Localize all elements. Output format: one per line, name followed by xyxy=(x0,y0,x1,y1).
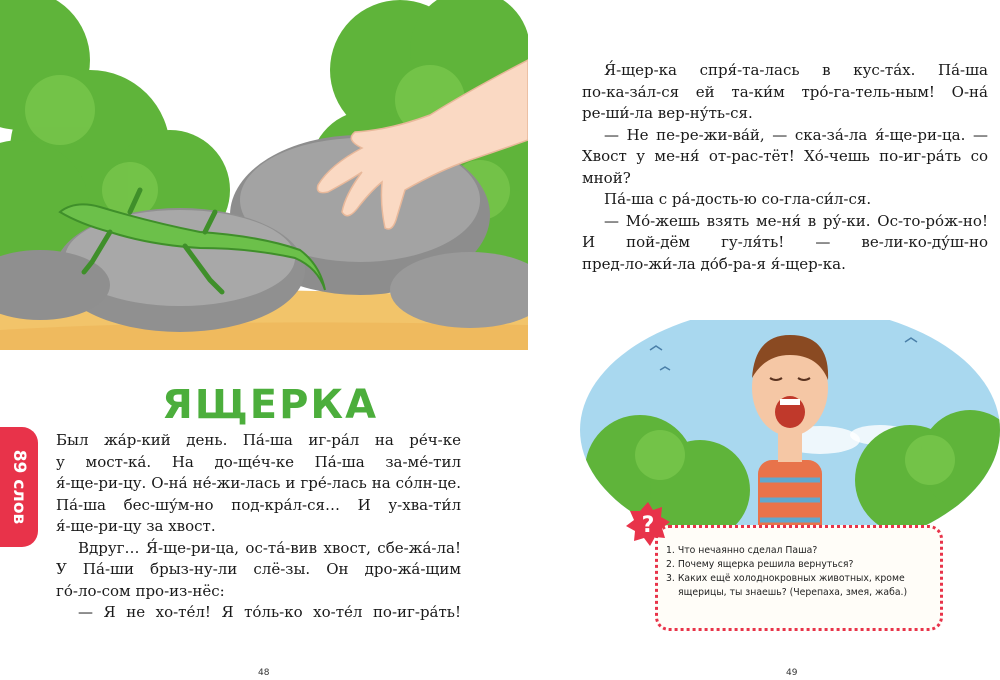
text-line: — Я не хо-те́л! Я то́ль-ко хо-те́л по-иг-ра́ть! xyxy=(78,603,461,621)
text-line: мной? xyxy=(582,168,631,187)
text-line: го́-ло-сом про-из-нёс: xyxy=(56,581,225,600)
question-mark-icon xyxy=(624,500,672,548)
questions-list xyxy=(658,528,940,600)
question-item: ящерицы, ты знаешь? (Черепаха, змея, жаба.) xyxy=(678,587,908,598)
question-item: 2. Почему ящерка решила вернуться? xyxy=(666,559,854,570)
right-story-text xyxy=(582,60,988,275)
story-title: ЯЩЕРКА xyxy=(161,382,379,428)
text-line: по-ка-за́л-ся ей та-ки́м тро́-га-тель-ным! О-на́ xyxy=(582,82,988,101)
text-line: — Не пе-ре-жи-ва́й, — ска-за́-ла я́-ще-ри-ца. — xyxy=(604,125,988,144)
word-count-label: 89 слов xyxy=(9,449,29,525)
text-line: Па́-ша с ра́-дость-ю со-гла-си́л-ся. xyxy=(604,190,872,208)
text-line: Па́-ша бес-шу́м-но под-кра́л-ся… И у-хва-ти́л xyxy=(56,495,461,514)
page-number: 49 xyxy=(786,668,798,678)
text-line: — Мо́-жешь взять ме-ня́ в ру́-ки. Ос-то-ро́ж-но! xyxy=(604,211,988,230)
text-line: У Па́-ши брыз-ну-ли слё-зы. Он дро-жа́-щим xyxy=(56,560,461,578)
page-number: 48 xyxy=(258,668,270,678)
text-line: Вдруг… Я́-ще-ри-ца, ос-та́-вив хвост, сбе-жа́-ла! xyxy=(78,538,461,557)
text-line: я́-ще-ри-цу. О-на́ не́-жи-лась и гре́-лась на со́лн-це. xyxy=(56,474,461,492)
questions-box xyxy=(655,525,943,631)
left-story-text xyxy=(56,430,461,624)
text-line: Был жа́р-кий день. Па́-ша иг-ра́л на ре́ч-ке xyxy=(56,431,461,449)
text-line: ре-ши́-ла вер-ну́ть-ся. xyxy=(582,104,753,122)
text-line: у мост-ка́. На до-ще́ч-ке Па́-ша за-ме́-тил xyxy=(56,452,461,471)
text-line: Хвост у ме-ня́ от-рас-тёт! Хо́-чешь по-иг-ра́ть со xyxy=(582,147,988,165)
question-item: 1. Что нечаянно сделал Паша? xyxy=(666,545,818,556)
lizard-illustration xyxy=(0,0,528,350)
question-badge-label: ? xyxy=(641,513,655,538)
text-line: пред-ло-жи́-ла до́б-ра-я я́-щер-ка. xyxy=(582,254,846,273)
question-item: 3. Каких ещё холоднокровных животных, кроме xyxy=(666,573,905,584)
word-count-tab xyxy=(0,427,38,547)
text-line: И пой-дём гу-ля́ть! — ве-ли-ко-ду́ш-но xyxy=(582,233,988,251)
text-line: я́-ще-ри-цу за хвост. xyxy=(56,517,216,535)
text-line: Я́-щер-ка спря́-та-лась в кус-та́х. Па́-ша xyxy=(604,61,988,79)
